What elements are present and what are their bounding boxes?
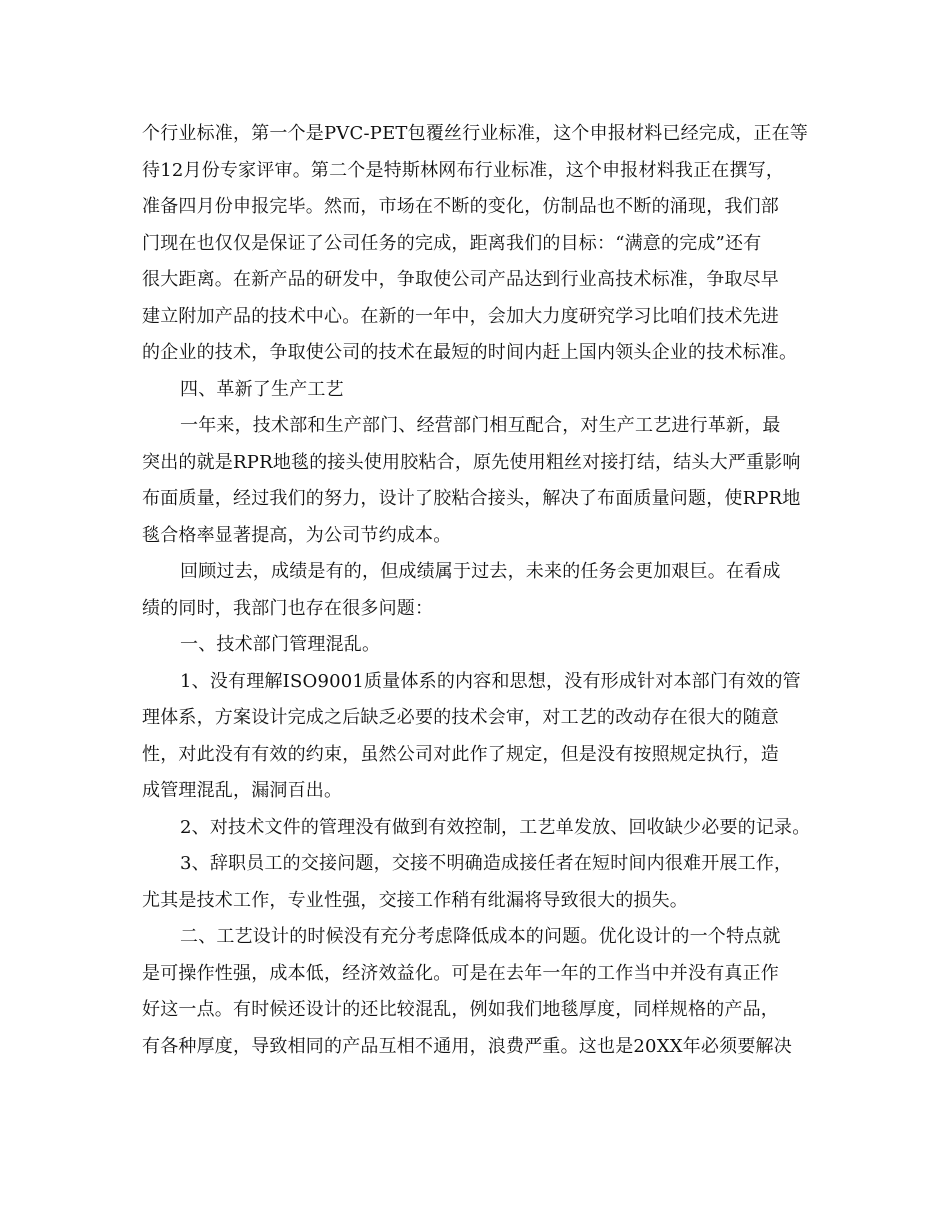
document-body [142, 116, 814, 1065]
section-heading: 一、技术部门管理混乱。 [180, 634, 381, 655]
text-line: 是可操作性强，成本低，经济效益化。可是在去年一年的工作当中并没有真正作 [142, 962, 779, 984]
text-line: 理体系，方案设计完成之后缺乏必要的技术会审，对工艺的改动存在很大的随意 [142, 707, 779, 728]
text-line: 布面质量，经过我们的努力，设计了胶粘合接头，解决了布面质量问题，使RPR地 [142, 488, 801, 509]
text-line: 建立附加产品的技术中心。在新的一年中，会加大力度研究学习比咱们技术先进 [142, 305, 779, 327]
text-line: 个行业标准，第一个是PVC-PET包覆丝行业标准，这个申报材料已经完成，正在等 [142, 123, 809, 144]
text-line: 成管理混乱，漏洞百出。 [142, 780, 343, 801]
text-line: 很大距离。在新产品的研发中，争取使公司产品达到行业高技术标准，争取尽早 [142, 269, 779, 290]
text-line: 突出的就是RPR地毯的接头使用胶粘合，原先使用粗丝对接打结，结头大严重影响 [142, 451, 801, 473]
section-heading: 四、革新了生产工艺 [180, 378, 344, 400]
text-line: 1、没有理解ISO9001质量体系的内容和思想，没有形成针对本部门有效的管 [180, 670, 801, 692]
text-line: 回顾过去，成绩是有的，但成绩属于过去，未来的任务会更加艰巨。在看成 [180, 561, 781, 582]
text-line: 好这一点。有时候还设计的还比较混乱，例如我们地毯厚度，同样规格的产品， [142, 999, 779, 1020]
text-line: 尤其是技术工作，专业性强，交接工作稍有纰漏将导致很大的损失。 [142, 889, 688, 911]
text-line: 毯合格率显著提高，为公司节约成本。 [142, 524, 452, 546]
text-line: 绩的同时，我部门也存在很多问题： [142, 597, 434, 619]
text-line: 性，对此没有有效的约束，虽然公司对此作了规定，但是没有按照规定执行，造 [142, 743, 779, 765]
text-line: 有各种厚度，导致相同的产品互相不通用，浪费严重。这也是20XX年必须要解决 [142, 1035, 792, 1057]
text-line: 的企业的技术，争取使公司的技术在最短的时间内赶上国内领头企业的技术标准。 [142, 342, 798, 363]
text-line: 准备四月份申报完毕。然而，市场在不断的变化，仿制品也不断的涌现，我们部 [142, 196, 779, 217]
text-line: 2、对技术文件的管理没有做到有效控制，工艺单发放、回收缺少必要的记录。 [180, 816, 811, 838]
text-line: 3、辞职员工的交接问题，交接不明确造成接任者在短时间内很难开展工作， [180, 853, 793, 874]
text-line: 待12月份专家评审。第二个是特斯林网布行业标准，这个申报材料我正在撰写， [142, 159, 785, 181]
section-heading: 二、工艺设计的时候没有充分考虑降低成本的问题。优化设计的一个特点就 [180, 926, 781, 947]
text-line: 门现在也仅仅是保证了公司任务的完成，距离我们的目标：“满意的完成”还有 [142, 232, 762, 254]
text-line: 一年来，技术部和生产部门、经营部门相互配合，对生产工艺进行革新，最 [180, 415, 781, 436]
